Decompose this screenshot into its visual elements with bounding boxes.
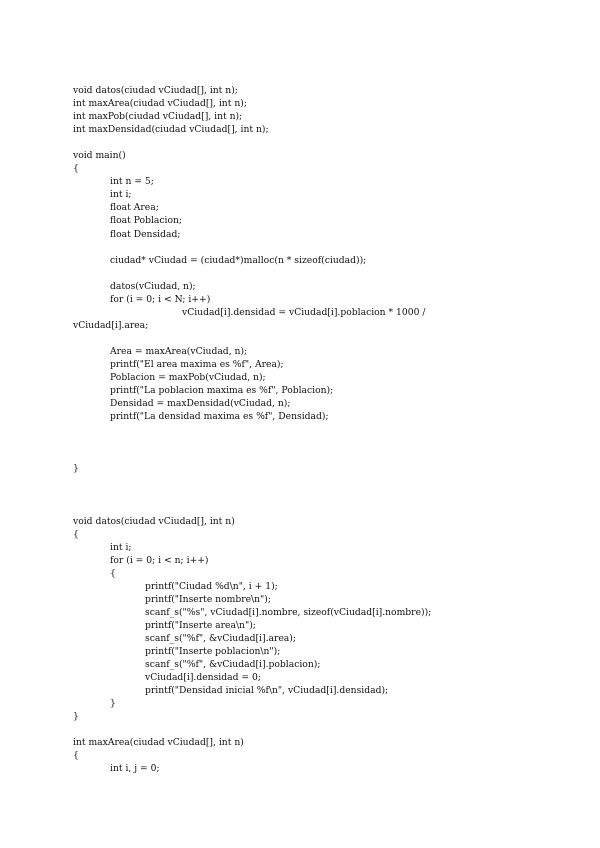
code-line: printf("La poblacion maxima es %f", Poblacion); <box>110 385 334 397</box>
code-line: int i, j = 0; <box>110 763 160 775</box>
code-line: Area = maxArea(vCiudad, n); <box>110 345 248 357</box>
blank-line <box>73 423 573 436</box>
code-line: int maxArea(ciudad vCiudad[], int n) <box>73 737 244 749</box>
code-line: vCiudad[i].area; <box>73 319 149 331</box>
blank-line <box>73 502 573 515</box>
code-line: } <box>73 711 79 723</box>
blank-line <box>73 723 573 736</box>
code-line: int maxArea(ciudad vCiudad[], int n); <box>73 98 247 110</box>
code-line: scanf_s("%f", &vCiudad[i].poblacion); <box>145 659 321 671</box>
blank-line <box>73 488 573 501</box>
code-line: printf("Ciudad %d\n", i + 1); <box>145 580 278 592</box>
blank-line <box>73 436 573 449</box>
code-line: } <box>73 463 79 475</box>
code-line: float Densidad; <box>110 228 181 240</box>
code-line: } <box>110 698 116 710</box>
code-line: Poblacion = maxPob(vCiudad, n); <box>110 372 266 384</box>
code-line: float Poblacion; <box>110 215 183 227</box>
code-line: { <box>73 528 79 540</box>
code-line: void datos(ciudad vCiudad[], int n) <box>73 515 235 527</box>
code-line: int maxDensidad(ciudad vCiudad[], int n); <box>73 124 269 136</box>
code-line: vCiudad[i].densidad = vCiudad[i].poblacion * 1000 / <box>182 306 426 318</box>
code-line: int i; <box>110 541 132 553</box>
code-line: void main() <box>73 150 126 162</box>
code-line: { <box>110 567 116 579</box>
code-line: Densidad = maxDensidad(vCiudad, n); <box>110 398 291 410</box>
blank-line <box>73 241 573 254</box>
blank-line <box>73 475 573 488</box>
code-line: int maxPob(ciudad vCiudad[], int n); <box>73 111 243 123</box>
code-line: for (i = 0; i < N; i++) <box>110 293 211 305</box>
code-line: printf("Inserte poblacion\n"); <box>145 646 281 658</box>
blank-line <box>73 449 573 462</box>
code-line: { <box>73 163 79 175</box>
code-line: datos(vCiudad, n); <box>110 280 196 292</box>
code-line: int n = 5; <box>110 176 154 188</box>
code-listing <box>73 84 573 775</box>
code-line: float Area; <box>110 202 159 214</box>
code-line: scanf_s("%f", &vCiudad[i].area); <box>145 632 296 644</box>
blank-line <box>73 267 573 280</box>
blank-line <box>73 136 573 149</box>
code-line: void datos(ciudad vCiudad[], int n); <box>73 85 238 96</box>
code-line: printf("Densidad inicial %f\n", vCiudad[i].densidad); <box>145 685 389 697</box>
code-line: int i; <box>110 189 132 201</box>
code-line: { <box>73 750 79 762</box>
code-line: printf("Inserte nombre\n"); <box>145 593 271 605</box>
code-line: for (i = 0; i < n; i++) <box>110 554 209 566</box>
blank-line <box>73 332 573 345</box>
code-line: printf("Inserte area\n"); <box>145 619 256 631</box>
code-line: printf("La densidad maxima es %f", Densidad); <box>110 411 329 423</box>
code-line: scanf_s("%s", vCiudad[i].nombre, sizeof(vCiudad[i].nombre)); <box>145 606 432 618</box>
code-line: ciudad* vCiudad = (ciudad*)malloc(n * sizeof(ciudad)); <box>110 254 367 266</box>
code-line: vCiudad[i].densidad = 0; <box>145 672 261 684</box>
code-line: printf("El area maxima es %f", Area); <box>110 358 284 370</box>
